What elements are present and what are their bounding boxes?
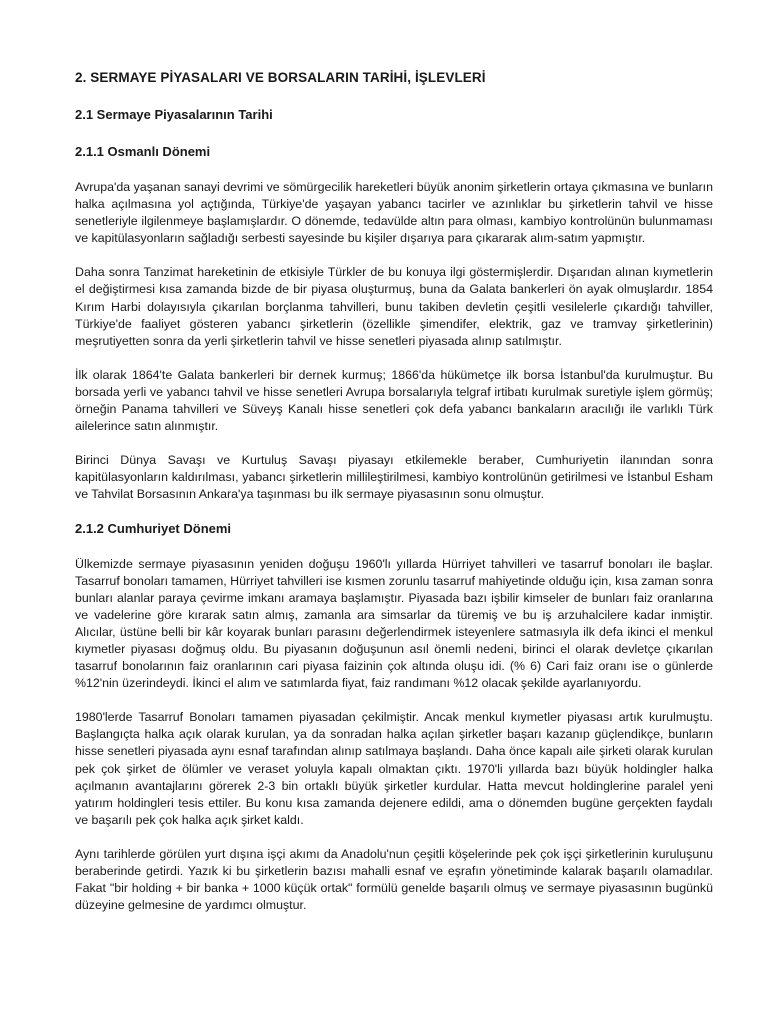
paragraph-cumhuriyet-3: Aynı tarihlerde görülen yurt dışına işçi akımı da Anadolu'nun çeşitli köşelerinde pek çok işçi şirketlerinin kuruluşunu beraberinde getirdi. Yazık ki bu şirketlerin bazısı mahalli esnaf ve eşrafın yönetiminde kalarak başarılı olamadılar. Fakat "bir holding + bir banka + 1000 küçük ortak" formülü genelde başarılı olmuş ve sermaye piyasasının bugünkü düzeyine gelmesine de yardımcı olmuştur. <box>75 846 713 913</box>
paragraph-osmanli-2: Daha sonra Tanzimat hareketinin de etkisiyle Türkler de bu konuya ilgi göstermişlerdir. Dışarıdan alınan kıymetlerin el değiştirmesi kısa zamanda bizde de bir piyasa oluşturmuş, buna da Galata bankerleri ön ayak olmuşlardır. 1854 Kırım Harbi dolayısıyla çıkarılan borçlanma tahvilleri, bunu takiben devletin çeşitli vesilelerle çıkardığı tahviller, Türkiye'de faaliyet gösteren yabancı şirketlerin (özellikle şimendifer, elektrik, gaz ve tramvay şirketlerinin) meşrutiyetten sonra da yerli şirketlerin tahvil ve hisse senetleri piyasada alınıp satılmıştır. <box>75 265 713 348</box>
document-page <box>75 70 713 931</box>
paragraph-osmanli-3: İlk olarak 1864'te Galata bankerleri bir dernek kurmuş; 1866'da hükümetçe ilk borsa İstanbul'da kurulmuştur. Bu borsada yerli ve yabancı tahvil ve hisse senetleri Avrupa borsalarıyla telgraf irtibatı kurulmak suretiyle işlem görmüş; örneğin Panama tahvilleri ve Süveyş Kanalı hisse senetleri çok defa yabancı bankaların aracılığı ile varlıklı Türk ailelerince satın alınmıştır. <box>75 367 713 434</box>
main-section-heading: 2. SERMAYE PİYASALARI VE BORSALARIN TARİHİ, İŞLEVLERİ <box>75 70 486 85</box>
section-heading-2-1-2: 2.1.2 Cumhuriyet Dönemi <box>75 520 232 536</box>
paragraph-cumhuriyet-1: Ülkemizde sermaye piyasasının yeniden doğuşu 1960'lı yıllarda Hürriyet tahvilleri ve tasarruf bonoları ile başlar. Tasarruf bonoları tamamen, Hürriyet tahvilleri ise kısmen zorunlu tasarruf mahiyetinde olduğu için, kısa zaman sonra bunları alanlar paraya çevirme imkanı aramaya başlamıştır. Piyasada bazı işbilir kimseler de bunları faiz oranlarına ve vadelerine göre kırarak satın almış, zamanla ara simsarlar da türemiş ve bu iş arzuhalcilere kadar inmiştir. Alıcılar, üstüne belli bir kâr koyarak bunları parasını değerlendirmek isteyenlere satmasıyla ilk defa ikinci el menkul kıymetler piyasası doğmuş oldu. Bu piyasanın doğuşunun asıl önemli nedeni, birinci el olarak devletçe çıkarılan tasarruf bonolarının faiz oranlarının cari piyasa faizinin çok altında oluşu idi. (% 6) Cari faiz oranı ise o günlerde %12'nin üzerindeydi. İkinci el alım ve satımlarda fiyat, faiz randımanı %12 olacak şekilde ayarlanıyordu. <box>75 556 713 691</box>
paragraph-cumhuriyet-2: 1980'lerde Tasarruf Bonoları tamamen piyasadan çekilmiştir. Ancak menkul kıymetler piyasası artık kurulmuştu. Başlangıçta halka açık olarak kurulan, ya da sonradan halka açılan şirketler başarı kazanıp güçlendikçe, bunların hisse senetleri piyasada aynı esnaf tarafından alınıp satılmaya başlandı. Daha önce kapalı aile şirketi olarak kurulan pek çok şirket de ölümler ve veraset yoluyla kapalı olmaktan çıktı. 1970'li yıllarda bazı büyük holdingler halka açılmanın avantajlarını görerek 2-3 bin ortaklı büyük şirketler kurdular. Hatta mevcut holdinglerine paralel yeni yatırım holdingleri tesis ettiler. Bu konu kısa zamanda dejenere edildi, ama o dönemden bugüne gerçekten faydalı ve başarılı pek çok halka açık şirket kaldı. <box>75 710 713 827</box>
section-heading-2-1-1: 2.1.1 Osmanlı Dönemi <box>75 144 211 159</box>
paragraph-osmanli-1: Avrupa'da yaşanan sanayi devrimi ve sömürgecilik hareketleri büyük anonim şirketlerin ortaya çıkmasına ve bunların halka açılmasına yol açtığında, Türkiye'de yaşayan yabancı tacirler ve azınlıklar bu şirketlerin tahvil ve hisse senetleriyle ilgilenmeye başlamışlardır. O dönemde, tedavülde altın para olması, kambiyo kontrolünün bulunmaması ve kapitülasyonların sağladığı serbesti sayesinde bu kişiler dışarıya para çıkararak alım-satım yapmıştır. <box>75 180 713 246</box>
paragraph-osmanli-4: Birinci Dünya Savaşı ve Kurtuluş Savaşı piyasayı etkilemekle beraber, Cumhuriyetin ilanından sonra kapitülasyonların kaldırılması, yabancı şirketlerin millileştirilmesi, kambiyo kontrolünün getirilmesi ve İstanbul Esham ve Tahvilat Borsasının Ankara'ya taşınması bu ilk sermaye piyasasının sonu olmuştur. <box>75 453 713 502</box>
section-heading-2-1: 2.1 Sermaye Piyasalarının Tarihi <box>75 107 273 122</box>
